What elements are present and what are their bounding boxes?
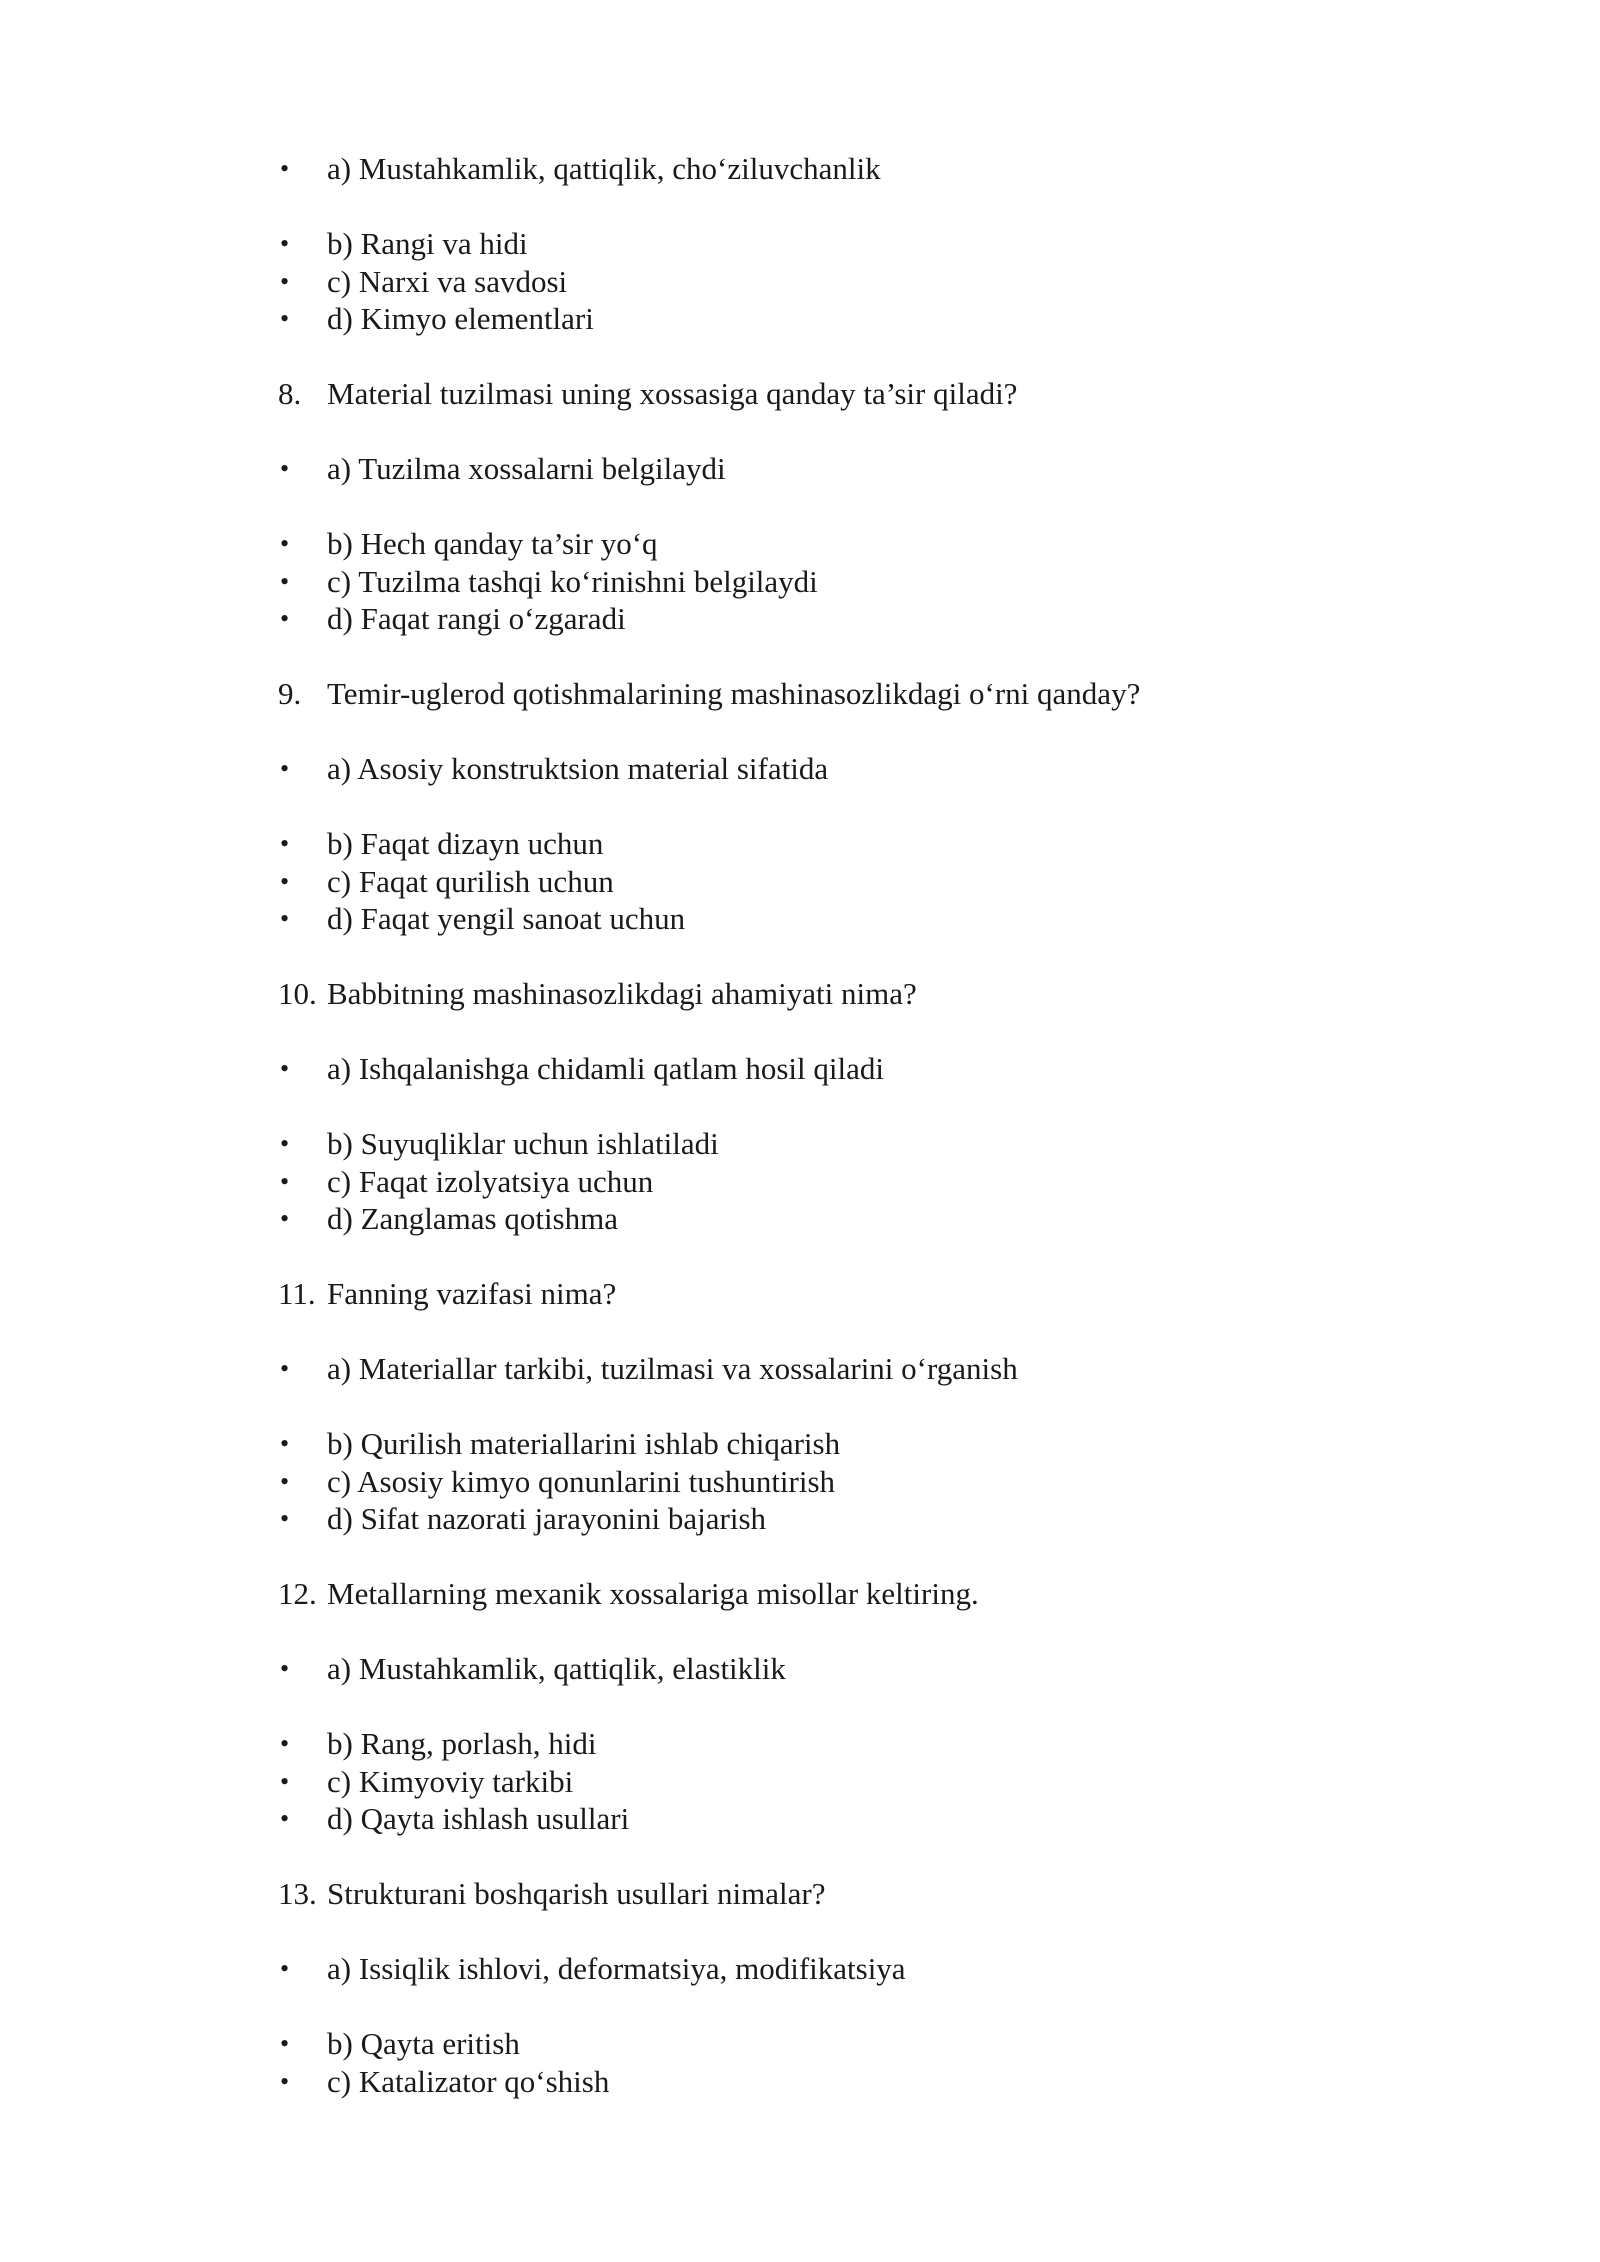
option-item: • b) Qayta eritish <box>280 2026 520 2061</box>
bullet-icon: • <box>280 1654 290 1683</box>
question-heading <box>278 1875 1378 1913</box>
option-item: • b) Faqat dizayn uchun <box>280 826 604 861</box>
bullet-icon: • <box>280 229 290 258</box>
option-item: • c) Tuzilma tashqi ko‘rinishni belgilaydi <box>280 563 818 599</box>
option-item: • b) Rang, porlash, hidi <box>280 1726 597 1761</box>
question-text: Material tuzilmasi uning xossasiga qanday ta’sir qiladi? <box>327 376 1018 411</box>
question-text: Fanning vazifasi nima? <box>327 1276 617 1311</box>
option-item: • d) Qayta ishlash usullari <box>280 1801 630 1836</box>
bullet-icon: • <box>280 1804 290 1833</box>
option-item: • a) Mustahkamlik, qattiqlik, elastiklik <box>280 1651 786 1686</box>
bullet-icon: • <box>280 304 290 333</box>
bullet-icon: • <box>280 1054 290 1083</box>
bullet-icon: • <box>280 1354 290 1383</box>
question-text: Babbitning mashinasozlikdagi ahamiyati nima? <box>327 976 917 1011</box>
option-item: • d) Faqat yengil sanoat uchun <box>280 901 686 936</box>
bullet-icon: • <box>280 1166 290 1196</box>
question-heading <box>278 675 1378 713</box>
question-number: 12. <box>278 1576 317 1611</box>
option-item: • c) Katalizator qo‘shish <box>280 2063 610 2099</box>
question-number: 9. <box>278 676 302 711</box>
bullet-icon: • <box>280 266 290 296</box>
option-item: • c) Narxi va savdosi <box>280 263 568 299</box>
option-item: • d) Zanglamas qotishma <box>280 1201 618 1236</box>
option-item: • a) Asosiy konstruktsion material sifatida <box>280 751 829 786</box>
question-number: 13. <box>278 1876 317 1911</box>
bullet-icon: • <box>280 154 290 183</box>
option-item: • b) Hech qanday ta’sir yo‘q <box>280 526 658 561</box>
question-number: 8. <box>278 376 302 411</box>
bullet-icon: • <box>280 904 290 933</box>
option-item: • b) Qurilish materiallarini ishlab chiqarish <box>280 1426 841 1461</box>
bullet-icon: • <box>280 1204 290 1233</box>
bullet-icon: • <box>280 1954 290 1983</box>
bullet-icon: • <box>280 1466 290 1496</box>
question-heading <box>278 1575 1378 1613</box>
question-number: 10. <box>278 976 317 1011</box>
option-item: • d) Sifat nazorati jarayonini bajarish <box>280 1501 767 1536</box>
question-heading <box>278 1275 1378 1313</box>
option-item: • d) Kimyo elementlari <box>280 301 594 336</box>
option-item: • c) Faqat qurilish uchun <box>280 863 614 899</box>
option-item: • c) Faqat izolyatsiya uchun <box>280 1163 654 1199</box>
bullet-icon: • <box>280 454 290 483</box>
bullet-icon: • <box>280 2029 290 2058</box>
question-text: Strukturani boshqarish usullari nimalar? <box>327 1876 826 1911</box>
bullet-icon: • <box>280 1129 290 1158</box>
bullet-icon: • <box>280 529 290 558</box>
bullet-icon: • <box>280 2066 290 2096</box>
option-item: • b) Suyuqliklar uchun ishlatiladi <box>280 1126 719 1161</box>
bullet-icon: • <box>280 1504 290 1533</box>
bullet-icon: • <box>280 866 290 896</box>
question-list <box>278 150 1378 2100</box>
question-heading <box>278 975 1378 1013</box>
bullet-icon: • <box>280 1766 290 1796</box>
option-item: • a) Ishqalanishga chidamli qatlam hosil qiladi <box>280 1051 885 1086</box>
bullet-icon: • <box>280 1729 290 1758</box>
option-item: • a) Issiqlik ishlovi, deformatsiya, modifikatsiya <box>280 1951 906 1986</box>
question-text: Metallarning mexanik xossalariga misollar keltiring. <box>327 1576 979 1611</box>
bullet-icon: • <box>280 829 290 858</box>
option-item: • c) Kimyoviy tarkibi <box>280 1763 574 1799</box>
option-item: • c) Asosiy kimyo qonunlarini tushuntirish <box>280 1463 836 1499</box>
option-item: • b) Rangi va hidi <box>280 226 528 261</box>
option-item: • d) Faqat rangi o‘zgaradi <box>280 601 626 636</box>
bullet-icon: • <box>280 754 290 783</box>
option-item: • a) Mustahkamlik, qattiqlik, cho‘ziluvchanlik <box>280 151 881 186</box>
bullet-icon: • <box>280 1429 290 1458</box>
question-text: Temir-uglerod qotishmalarining mashinasozlikdagi o‘rni qanday? <box>327 676 1141 711</box>
option-item: • a) Materiallar tarkibi, tuzilmasi va xossalarini o‘rganish <box>280 1351 1018 1386</box>
bullet-icon: • <box>280 566 290 596</box>
question-heading <box>278 375 1378 413</box>
option-item: • a) Tuzilma xossalarni belgilaydi <box>280 451 726 486</box>
bullet-icon: • <box>280 604 290 633</box>
question-number: 11. <box>278 1276 316 1311</box>
